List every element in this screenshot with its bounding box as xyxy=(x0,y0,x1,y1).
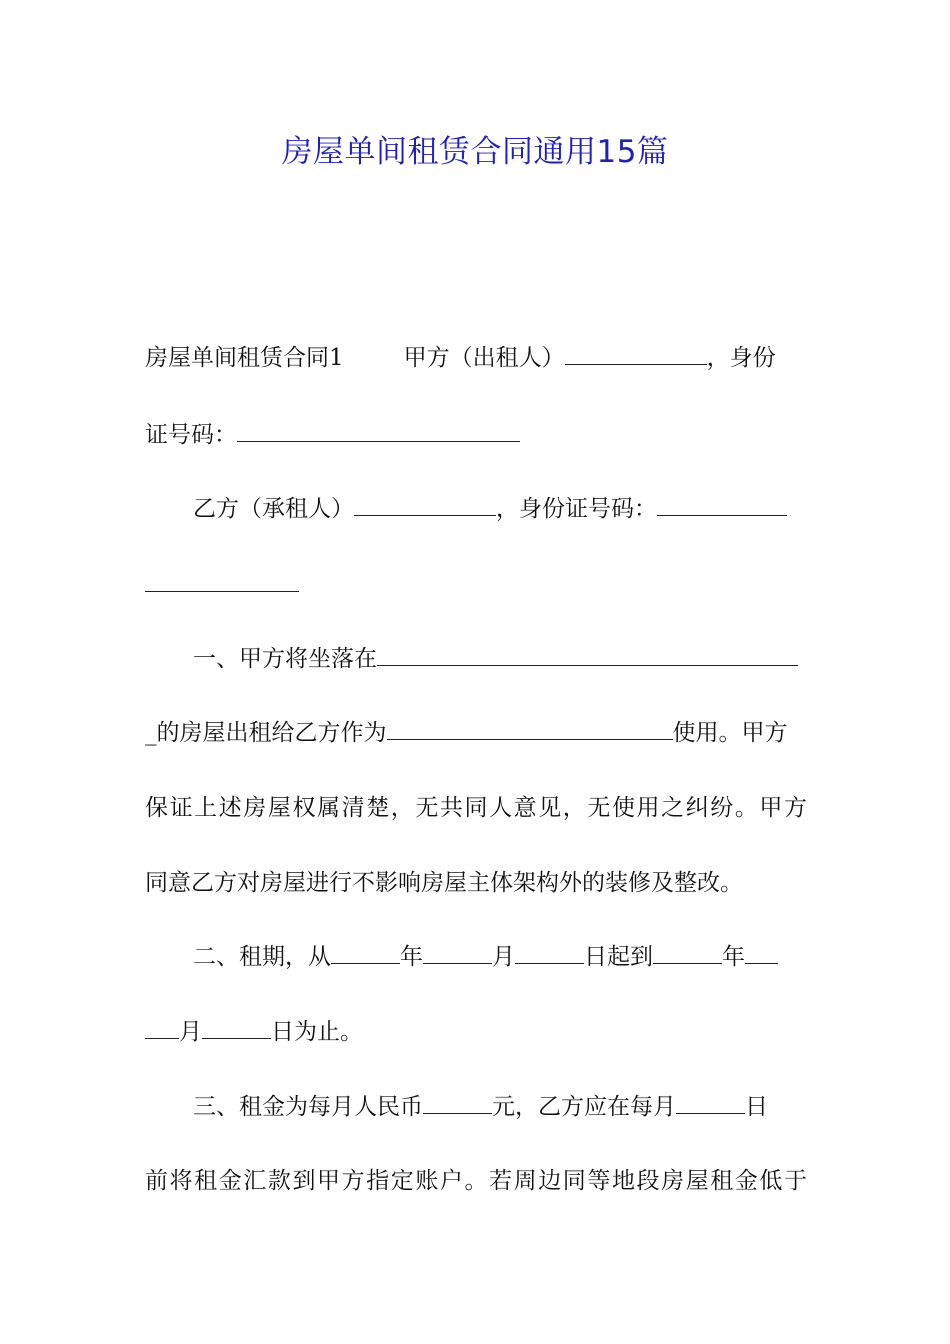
contract-line-6 xyxy=(145,716,807,750)
document-title: 房屋单间租赁合同通用15篇 xyxy=(281,134,669,170)
party-a-label: 甲方（出租人） xyxy=(403,345,565,371)
contract-line-12: 前将租金汇款到甲方指定账户。若周边同等地段房屋租金低于 xyxy=(145,1168,807,1194)
contract-line-5 xyxy=(193,642,807,676)
clause-1-usage-end: 使用。甲方 xyxy=(672,720,788,746)
contract-line-10: 月 日为止。 xyxy=(145,1015,807,1049)
id-label-start: ，身份 xyxy=(706,345,776,371)
end-month-blank-cont[interactable] xyxy=(145,1016,179,1039)
id-label-end: 证号码： xyxy=(145,422,237,448)
contract-line-1 xyxy=(145,341,807,375)
contract-line-4 xyxy=(145,568,807,602)
end-month-blank-start[interactable] xyxy=(745,941,778,964)
clause-1-usage-text: _的房屋出租给乙方作为 xyxy=(145,720,387,746)
clause-2-start: 二、租期，从 xyxy=(193,944,331,970)
end-year-blank[interactable] xyxy=(653,941,722,964)
party-b-id-label: ，身份证号码： xyxy=(496,496,657,522)
start-day-blank[interactable] xyxy=(515,941,584,964)
contract-line-3 xyxy=(193,492,807,526)
contract-heading: 房屋单间租赁合同1 xyxy=(145,345,344,371)
party-b-id-blank[interactable] xyxy=(657,493,787,516)
contract-line-2 xyxy=(145,418,807,452)
rent-amount-blank[interactable] xyxy=(423,1091,492,1114)
end-day-blank[interactable] xyxy=(202,1016,271,1039)
party-b-id-blank-cont[interactable] xyxy=(145,569,299,592)
clause-3-start: 三、租金为每月人民币 xyxy=(193,1094,423,1120)
party-b-label: 乙方（承租人） xyxy=(193,496,354,522)
contract-line-11: 三、租金为每月人民币 元，乙方应在每月 日 xyxy=(193,1090,807,1124)
party-b-name-blank[interactable] xyxy=(354,493,496,516)
party-a-name-blank[interactable] xyxy=(565,342,707,365)
rent-due-day-blank[interactable] xyxy=(676,1091,745,1114)
contract-line-8: 同意乙方对房屋进行不影响房屋主体架构外的装修及整改。 xyxy=(145,870,743,896)
clause-1-start: 一、甲方将坐落在 xyxy=(193,646,377,672)
contract-line-9: 二、租期，从 年 月 日起到 年 xyxy=(193,940,807,974)
party-a-id-blank[interactable] xyxy=(237,419,520,442)
start-year-blank[interactable] xyxy=(331,941,400,964)
usage-purpose-blank[interactable] xyxy=(387,717,673,740)
contract-line-7: 保证上述房屋权属清楚，无共同人意见，无使用之纠纷。甲方 xyxy=(145,795,807,821)
property-address-blank[interactable] xyxy=(377,643,798,666)
start-month-blank[interactable] xyxy=(423,941,492,964)
